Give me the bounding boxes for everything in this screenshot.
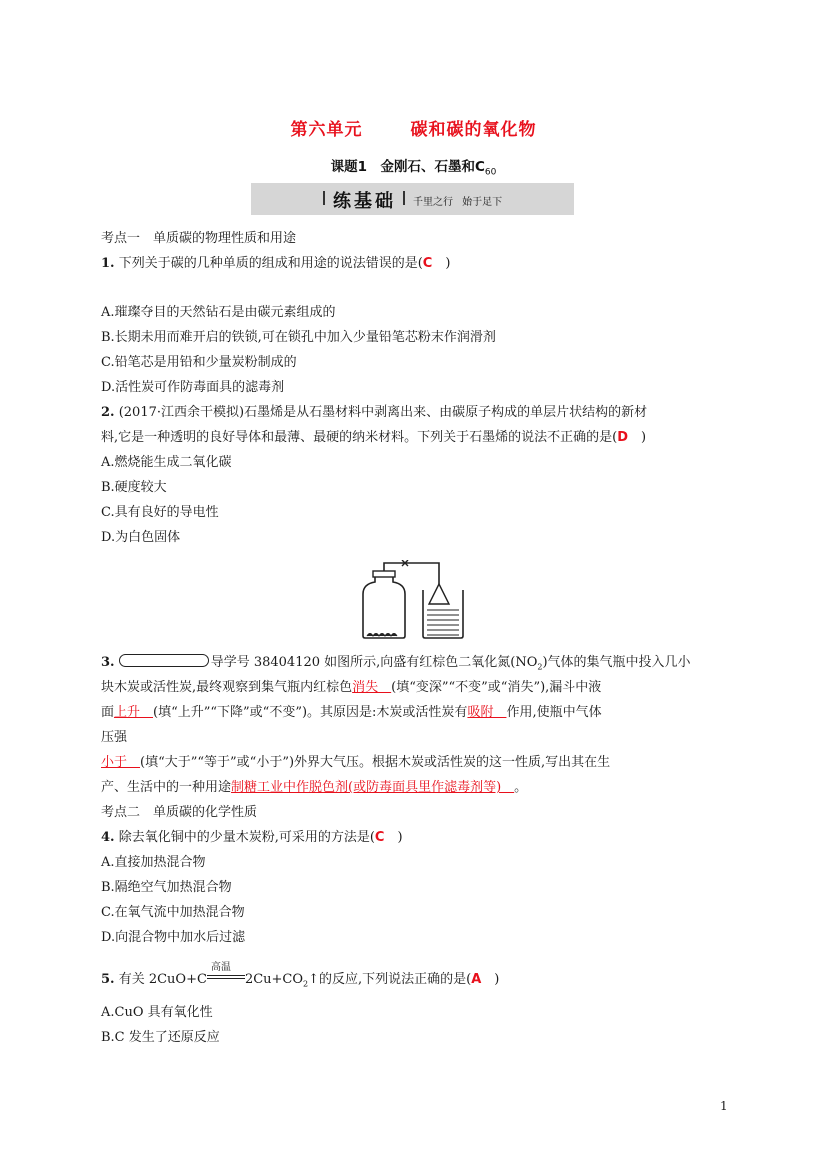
answer-mark: D [617,430,629,445]
question-text: 。 [514,780,528,795]
question-3-line6 [101,778,527,798]
lesson-title [0,155,827,178]
question-text: 面 [101,705,115,720]
subscript: 2 [303,979,309,989]
fill-answer-5: 制糖工业中作脱色剂(或防毒面具里作滤毒剂等) [231,780,515,795]
question-number: 4. [101,830,115,845]
option-d: D.为白色固体 [101,530,181,545]
question-2-stem-line1 [101,403,647,423]
option-a: A.璀璨夺目的天然钻石是由碳元素组成的 [101,305,336,320]
inverted-funnel [429,584,449,604]
question-text: (2017·江西余干模拟)石墨烯是从石墨材料中剥离出来、由碳原子构成的单层片状结构的新材 [114,405,648,420]
question-text: 料,它是一种透明的良好导体和最薄、最硬的纳米材料。下列关于石墨烯的说法不正确的是( [101,430,618,445]
gas-bottle-funnel-diagram [355,560,475,642]
answer-mark: C [374,830,385,845]
unit-name: 碳和碳的氧化物 [410,120,537,140]
question-2-stem-line2 [101,428,646,448]
question-3-line3 [101,703,602,723]
section-heading-2: 考点二 单质碳的化学性质 [101,805,258,820]
question-number: 3. [101,655,115,670]
charcoal-pieces [367,634,397,637]
question-text: (填“变深”“不变”或“消失”),漏斗中液 [391,680,602,695]
practice-banner [251,183,574,215]
equals-sign [207,975,245,979]
option-b: B.硬度较大 [101,480,167,495]
option-a: A.燃烧能生成二氧化碳 [101,455,232,470]
beaker [423,590,463,638]
option-b: B.隔绝空气加热混合物 [101,880,232,895]
bottle-stopper [373,571,395,577]
page-number: 1 [720,1099,728,1113]
bracket-close: ) [432,256,451,271]
unit-title [0,115,827,140]
question-text: 作用,使瓶中气体 [506,705,602,720]
question-text: (填“大于”“等于”或“小于”)外界大气压。根据木炭或活性炭的这一性质,写出其在生 [140,755,611,770]
option-c: C.铅笔芯是用铅和少量炭粉制成的 [101,355,297,370]
option-d: D.活性炭可作防毒面具的滤毒剂 [101,380,285,395]
question-3-line4: 压强 [101,730,128,745]
question-text: 产、生活中的一种用途 [101,780,232,795]
question-text: )气体的集气瓶中投入几小 [542,655,691,670]
lesson-label: 课题1 金刚石、石墨和C [330,159,485,175]
option-b: B.C 发生了还原反应 [101,1030,220,1045]
fill-answer-4: 小于 [101,755,141,770]
question-text: 导学号 38404120 如图所示,向盛有红棕色二氧化氮(NO [210,655,538,670]
question-1-stem [101,254,450,274]
question-text: 块木炭或活性炭,最终观察到集气瓶内红棕色 [101,680,353,695]
question-4-stem [101,828,403,848]
reaction-condition-sign [207,962,245,985]
beaker-liquid [427,610,459,635]
unit-label: 第六单元 [290,120,363,140]
question-number: 5. [101,972,115,987]
bracket-close: ) [481,972,500,987]
gas-bottle [363,576,405,638]
question-text: 除去氧化铜中的少量木炭粉,可采用的方法是( [114,830,375,845]
banner-bar-left [323,191,325,205]
answer-mark: C [422,256,433,271]
banner-motto: 千里之行 始于足下 [413,197,503,208]
question-3-line1 [101,653,691,678]
section-heading-1: 考点一 单质碳的物理性质和用途 [101,231,297,246]
reaction-condition: 高温 [210,962,231,973]
question-text: 有关 2CuO+C [114,972,207,987]
fill-answer-2: 上升 [114,705,154,720]
subscript: 2 [537,662,543,672]
question-3-line5 [101,753,610,773]
option-a: A.CuO 具有氧化性 [101,1005,213,1020]
option-c: C.在氧气流中加热混合物 [101,905,245,920]
fill-answer-1: 消失 [352,680,392,695]
question-text: ↑的反应,下列说法正确的是( [308,972,472,987]
option-d: D.向混合物中加水后过滤 [101,930,246,945]
banner-main-text: 练基础 [333,191,396,212]
question-text: 2Cu+CO [244,972,304,987]
question-text: 下列关于碳的几种单质的组成和用途的说法错误的是( [114,256,423,271]
option-b: B.长期未用而难开启的铁锁,可在锁孔中加入少量铅笔芯粉末作润滑剂 [101,330,496,345]
question-text: (填“上升”“下降”或“不变”)。其原因是:木炭或活性炭有 [153,705,468,720]
question-number: 1. [101,256,115,271]
question-5-stem [101,962,500,995]
bracket-close: ) [628,430,647,445]
lesson-subscript: 60 [484,167,497,178]
banner-bar-right [403,191,405,205]
bracket-close: ) [384,830,403,845]
option-c: C.具有良好的导电性 [101,505,219,520]
option-a: A.直接加热混合物 [101,855,206,870]
fill-answer-3: 吸附 [467,705,507,720]
guide-number-box [119,654,209,667]
question-number: 2. [101,405,115,420]
question-3-line2 [101,678,601,698]
answer-mark: A [471,972,482,987]
